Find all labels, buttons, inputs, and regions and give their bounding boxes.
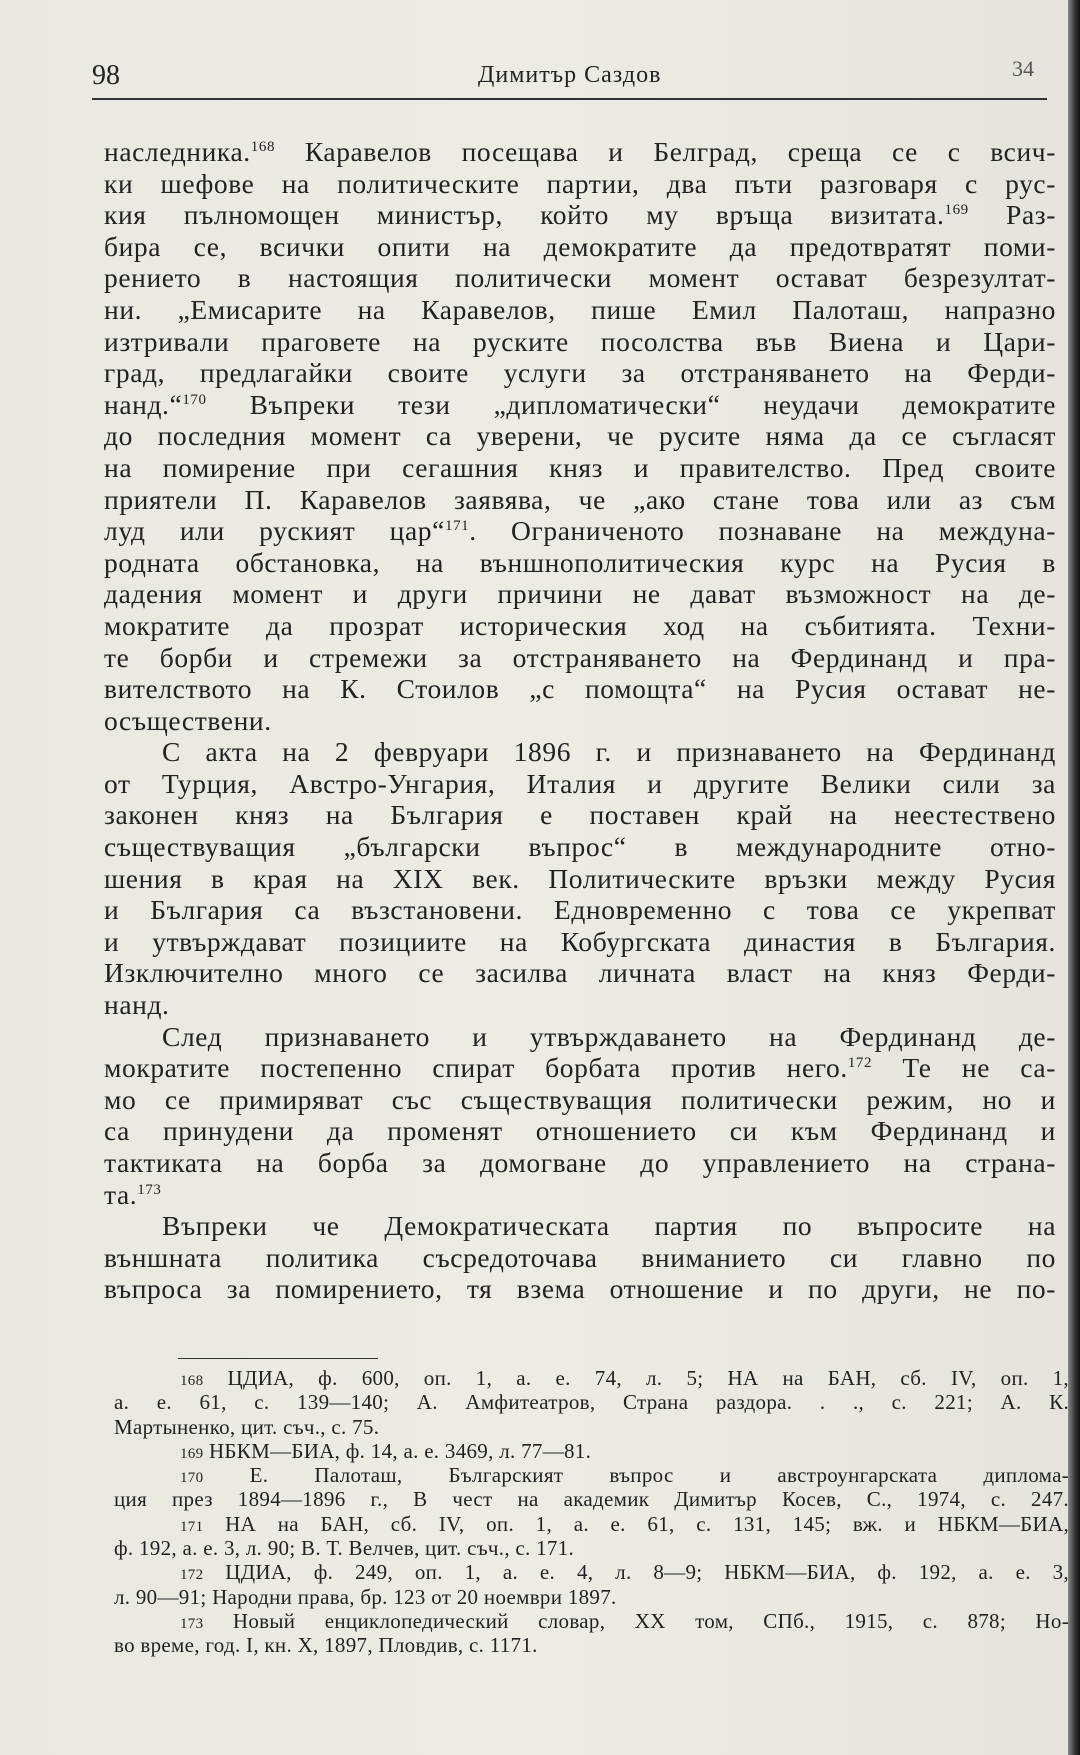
text-line: са принудени да променят отношението си към Фердинанд и [104, 1115, 1056, 1147]
footnote-number: 171 [180, 1518, 204, 1535]
footnote-line: ф. 192, а. е. 3, л. 90; В. Т. Велчев, цит. съч., с. 171. [114, 1536, 575, 1561]
text-line: нанд.“$^{170}$ Въпреки тези „дипломатически“ неудачи демократите [104, 388, 1056, 420]
text-line: вителството на К. Стоилов „с помощта“ на Русия остават не- [104, 673, 1056, 705]
text-line: бира се, всички опити на демократите да предотвратят поми- [104, 230, 1056, 262]
text-line: и утвърждават позициите на Кобургската династия в България. [104, 925, 1056, 957]
text-line: мократите да прозрат историческия ход на събитията. Техни- [104, 609, 1056, 641]
text-line: изтривали праговете на руските посолства във Виена и Цари- [104, 325, 1056, 357]
text-line: и България са възстановени. Едновременно с това се укрепват [104, 894, 1056, 926]
text-line: Въпреки че Демократическата партия по въпросите на [162, 1210, 1056, 1242]
text-line: осъществени. [104, 704, 272, 736]
text-line: дадения момент и други причини не дават възможност на де- [104, 578, 1056, 610]
footnotes [114, 1366, 1069, 1658]
footnote-ref: 172 [847, 1055, 873, 1072]
text-line: законен княз на България е поставен край на неестествено [104, 799, 1056, 831]
page-number: 98 [92, 60, 120, 91]
text-line: съществуващия „български въпрос“ в международните отно- [104, 831, 1056, 863]
footnote-ref: 170 [182, 391, 207, 408]
text-line: ки шефове на политическите партии, два пъти разговаря с рус- [104, 167, 1056, 199]
text-line: на помирение при сегашния княз и правителство. Пред своите [104, 451, 1056, 483]
text-line: След признаването и утвърждаването на Фердинанд де- [162, 1020, 1056, 1052]
text-line: наследника.$^{168}$ Каравелов посещава и Белград, среща се с всич- [104, 136, 1056, 167]
text-line: от Турция, Австро-Унгария, Италия и другите Велики сили за [104, 767, 1056, 799]
footnote-line: во време, год. I, кн. X, 1897, Пловдив, с. 1171. [114, 1633, 538, 1658]
footnote-ref: 168 [250, 139, 276, 155]
footnote-number: 168 [180, 1373, 204, 1389]
footnote-line: л. 90—91; Народни права, бр. 123 от 20 ноември 1897. [114, 1584, 617, 1609]
footnote-line: 170 Е. Палоташ, Българският въпрос и австроунгарската диплома- [180, 1463, 1069, 1488]
footnote-line: а. е. 61, с. 139—140; А. Амфитеатров, Страна раздора. . ., с. 221; А. К. [114, 1390, 1069, 1415]
margin-mark: 34 [1012, 56, 1034, 81]
footnote-ref: 171 [444, 518, 470, 535]
text-line: тактиката на борба за домогване до управлението на страна- [104, 1147, 1056, 1178]
running-header [92, 52, 1042, 92]
footnote-line: 169 НБКМ—БИА, ф. 14, а. е. 3469, л. 77—81. [180, 1438, 592, 1463]
footnote-number: 172 [180, 1567, 204, 1584]
text-line: приятели П. Каравелов заявява, че „ако стане това или аз съм [104, 483, 1056, 515]
footnote-ref: 169 [944, 202, 969, 219]
text-line: ни. „Емисарите на Каравелов, пише Емил Палоташ, напразно [104, 293, 1056, 325]
footnote-line: 172 ЦДИА, ф. 249, оп. 1, а. е. 4, л. 8—9; НБКМ—БИА, ф. 192, а. е. 3, [180, 1560, 1069, 1585]
text-line: рението в настоящия политически момент остават безрезултат- [104, 262, 1056, 294]
header-rule [92, 98, 1047, 100]
text-line: въпроса за помирението, тя взема отношение и по други, не по- [104, 1273, 1056, 1305]
footnote-line: 168 ЦДИА, ф. 600, оп. 1, а. е. 74, л. 5; НА на БАН, сб. IV, оп. 1, [180, 1366, 1069, 1390]
text-line: мократите постепенно спират борбата против него.$^{172}$ Те не са- [104, 1052, 1056, 1084]
text-line: луд или руският цар“$^{171}$. Ограниченото познаване на междуна- [104, 515, 1056, 547]
text-line: до последния момент са уверени, че русите няма да се съгласят [104, 420, 1056, 452]
footnote-number: 169 [180, 1445, 204, 1462]
text-line: шения в края на XIX век. Политическите връзки между Русия [104, 862, 1056, 894]
text-line: Изключително много се засилва личната власт на княз Ферди- [104, 957, 1056, 989]
footnote-line: 173 Новый енциклопедический словар, XX том, СПб., 1915, с. 878; Но- [180, 1608, 1069, 1633]
footnote-number: 173 [180, 1615, 204, 1632]
footnote-separator [178, 1358, 378, 1359]
text-line: С акта на 2 февруари 1896 г. и признаването на Фердинанд [162, 736, 1056, 768]
text-line: мо се примиряват със съществуващия политически режим, но и [104, 1083, 1056, 1115]
running-header-author: Димитър Саздов [478, 62, 662, 88]
footnote-line: 171 НА на БАН, сб. IV, оп. 1, а. е. 61, с. 131, 145; вж. и НБКМ—БИА, [180, 1511, 1069, 1536]
book-spine-shadow [1068, 0, 1080, 1755]
text-line: външната политика съсредоточава вниманието си главно по [104, 1241, 1056, 1273]
text-line: нанд. [104, 989, 170, 1021]
text-line: град, предлагайки своите услуги за отстраняването на Ферди- [104, 357, 1056, 389]
text-line: родната обстановка, на външнополитическия курс на Русия в [104, 546, 1056, 578]
footnote-number: 170 [180, 1470, 204, 1487]
footnote-line: ция през 1894—1896 г., В чест на академик Димитър Косев, С., 1974, с. 247. [114, 1487, 1069, 1512]
text-line: кия пълномощен министър, който му връща визитата.$^{169}$ Раз- [104, 199, 1056, 231]
main-text [104, 136, 1056, 1305]
text-line: те борби и стремежи за отстраняването на Фердинанд и пра- [104, 641, 1056, 673]
text-line: та.$^{173}$ [104, 1178, 162, 1210]
footnote-ref: 173 [137, 1181, 162, 1198]
footnote-line: Мартыненко, цит. съч., с. 75. [114, 1414, 380, 1439]
